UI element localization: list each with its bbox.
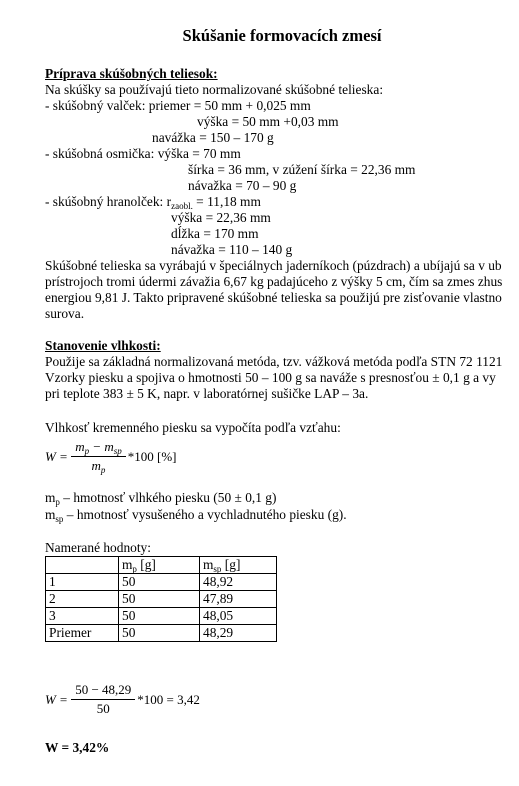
prism-height: výška = 22,36 mm	[171, 210, 271, 225]
table-cell: Priemer	[46, 625, 119, 642]
prism-weight: návažka = 110 – 140 g	[171, 242, 293, 257]
table-row	[46, 608, 277, 625]
section-heading-moisture: Stanovenie vlhkosti:	[45, 338, 161, 353]
table-cell: 48,29	[200, 625, 277, 642]
paragraph-line: Skúšobné telieska sa vyrábajú v špeciálnych jaderníkoch (púzdrach) a ubíjajú sa v ub	[45, 258, 502, 273]
final-result: W = 3,42%	[45, 740, 110, 755]
table-cell: 48,05	[200, 608, 277, 625]
cylinder-height: výška = 50 mm +0,03 mm	[197, 114, 339, 129]
definition-msp: $m_{sp}$ – hmotnosť vysušeného a vychladnutého piesku (g).	[45, 507, 347, 524]
table-cell: 50	[119, 591, 200, 608]
page-title: Skúšanie formovacích zmesí	[182, 26, 382, 45]
preparation-intro: Na skúšky sa používajú tieto normalizované skúšobné telieska:	[45, 82, 384, 97]
table-cell: 47,89	[200, 591, 277, 608]
paragraph-line: surova.	[45, 306, 85, 321]
calc-fraction: $\frac{50 - 48,29}{50}$	[71, 682, 135, 717]
paragraph-line: prístrojoch tromi údermi závažia 6,67 kg padajúceho z výšky 5 cm, čím sa zmes zhus	[45, 274, 503, 289]
cylinder-label: - skúšobný valček: priemer = 50 mm + 0,025 mm	[45, 98, 311, 113]
paragraph-line: energiou 9,81 J. Takto pripravené skúšobné telieska sa použijú pre zisťovanie vlastno	[45, 290, 502, 305]
measurements-table	[45, 556, 277, 642]
figure-eight-label: - skúšobná osmička: výška = 70 mm	[45, 146, 241, 161]
formula-equals: =	[59, 448, 68, 464]
table-header-cell: $m_{sp}$ [g]	[200, 557, 277, 574]
table-header-cell	[46, 557, 119, 574]
prism-length: dĺžka = 170 mm	[171, 226, 259, 241]
table-cell: 50	[119, 574, 200, 591]
table-cell: 3	[46, 608, 119, 625]
cylinder-weight: navážka = 150 – 170 g	[152, 130, 274, 145]
table-cell: 50	[119, 625, 200, 642]
table-cell: 48,92	[200, 574, 277, 591]
table-row	[46, 625, 277, 642]
calculation-formula	[45, 682, 200, 717]
calc-rhs: *100 = 3,42	[137, 691, 200, 707]
formula-intro: Vlhkosť kremenného piesku sa vypočíta podľa vzťahu:	[45, 420, 341, 435]
table-header-row	[46, 557, 277, 574]
calc-lhs: W	[45, 691, 56, 707]
formula-fraction: $\frac{m_p - m_{sp}}{m_p}$	[71, 439, 126, 474]
table-cell: 1	[46, 574, 119, 591]
moisture-formula	[45, 439, 177, 474]
table-header-cell: $m_p$ [g]	[119, 557, 200, 574]
figure-eight-width: šírka = 36 mm, v zúžení šírka = 22,36 mm	[188, 162, 416, 177]
definition-mp: $m_p$ – hmotnosť vlhkého piesku (50 ± 0,1 g)	[45, 490, 277, 507]
prism-label: - skúšobný hranolček: $r_{zaobl.} = 11,18$ mm	[45, 194, 261, 211]
table-row	[46, 591, 277, 608]
table-cell: 2	[46, 591, 119, 608]
paragraph-line: Vzorky piesku a spojiva o hmotnosti 50 – 100 g sa naváže s presnosťou ± 0,1 g a vy	[45, 370, 496, 385]
formula-rhs: *100 [%]	[127, 448, 177, 464]
table-cell: 50	[119, 608, 200, 625]
paragraph-line: pri teplote 383 ± 5 K, napr. v laboratórnej sušičke LAP – 3a.	[45, 386, 369, 401]
calc-equals: =	[59, 691, 68, 707]
section-heading-preparation: Príprava skúšobných teliesok:	[45, 66, 218, 81]
formula-lhs: W	[45, 448, 56, 464]
figure-eight-weight: návažka = 70 – 90 g	[188, 178, 297, 193]
table-title: Namerané hodnoty:	[45, 540, 151, 555]
document-page	[45, 0, 519, 786]
paragraph-line: Použije sa základná normalizovaná metóda, tzv. vážková metóda podľa STN 72 1121	[45, 354, 503, 369]
table-row	[46, 574, 277, 591]
